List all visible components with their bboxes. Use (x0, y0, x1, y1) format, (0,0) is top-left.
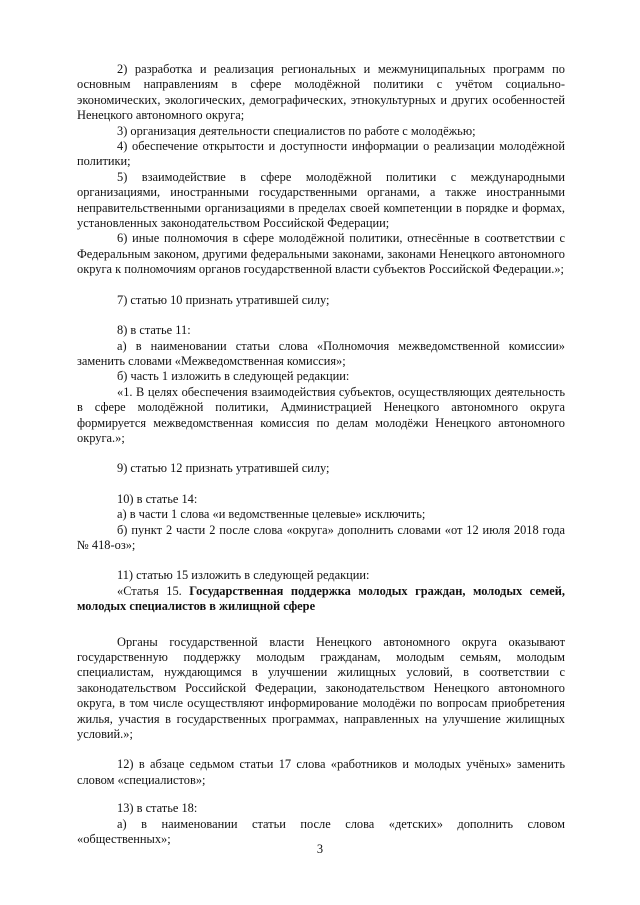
paragraph-item-2: 2) разработка и реализация региональных и межмуниципальных программ по основным направлениям в сфере молодёжной политики с учётом социально-экономических, экологических, демографических, этнокультурных и других особенностей Ненецкого автономного округа; (77, 62, 565, 123)
paragraph-item-5: 5) взаимодействие в сфере молодёжной политики с международными организациями, иностранными государственными органами, а также иностранными неправительственными организациями в пределах своей компетенции в порядке и формах, установленных законодательством Российской Федерации; (77, 169, 565, 231)
document-body (77, 62, 565, 847)
paragraph-item-13: 13) в статье 18: (117, 801, 198, 816)
paragraph-item-4: 4) обеспечение открытости и доступности информации о реализации молодёжной политики; (77, 139, 565, 169)
article-15-body: Органы государственной власти Ненецкого автономного округа оказывают государственную поддержку молодым гражданам, молодым семьям, молодым специалистам, нуждающимся в улучшении жилищных условий, в соответствии с законодательством Российской Федерации, законодательством Ненецкого автономного округа, в том числе осуществляют информирование молодёжи по вопросам приобретения жилья, участия в государственных программах, направленных на улучшение жилищных условий.»; (77, 634, 565, 742)
article-15-heading-prefix: «Статья 15. (117, 583, 190, 598)
paragraph-item-10: 10) в статье 14: (117, 491, 198, 506)
paragraph-item-8b: б) часть 1 изложить в следующей редакции: (117, 369, 350, 384)
paragraph-item-13a: а) в наименовании статьи после слова «детских» дополнить словом «общественных»; (77, 816, 565, 847)
paragraph-item-8a: а) в наименовании статьи слова «Полномочия межведомственной комиссии» заменить словами «Межведомственная комиссия»; (77, 338, 565, 368)
paragraph-item-12: 12) в абзаце седьмом статьи 17 слова «работников и молодых учёных» заменить словом «специалистов»; (77, 757, 565, 787)
paragraph-item-10a: а) в части 1 слова «и ведомственные целевые» исключить; (117, 507, 426, 522)
paragraph-item-9: 9) статью 12 признать утратившей силу; (117, 461, 330, 476)
page-number: 3 (316, 842, 324, 856)
paragraph-item-6: 6) иные полномочия в сфере молодёжной политики, отнесённые в соответствии с Федеральным законом, другими федеральными законами, законами Ненецкого автономного округа к полномочиям органов государственной власти субъектов Российской Федерации.»; (77, 231, 565, 277)
paragraph-item-11: 11) статью 15 изложить в следующей редакции: (117, 568, 370, 583)
article-15-heading-title: Государственная поддержка молодых граждан, молодых семей, молодых специалистов в жилищной сфере (77, 583, 565, 614)
paragraph-item-8: 8) в статье 11: (117, 323, 191, 338)
article-15-heading (77, 584, 565, 615)
paragraph-item-3: 3) организация деятельности специалистов по работе с молодёжью; (117, 123, 476, 138)
paragraph-item-7: 7) статью 10 признать утратившей силу; (117, 292, 330, 307)
paragraph-item-10b: б) пункт 2 части 2 после слова «округа» дополнить словами «от 12 июля 2018 года № 418-оз»; (77, 522, 565, 552)
paragraph-item-8-quote: «1. В целях обеспечения взаимодействия субъектов, осуществляющих деятельность в сфере молодёжной политики, Администрацией Ненецкого автономного округа формируется межведомственная комиссия по делам молодёжи Ненецкого автономного округа.»; (77, 384, 565, 445)
